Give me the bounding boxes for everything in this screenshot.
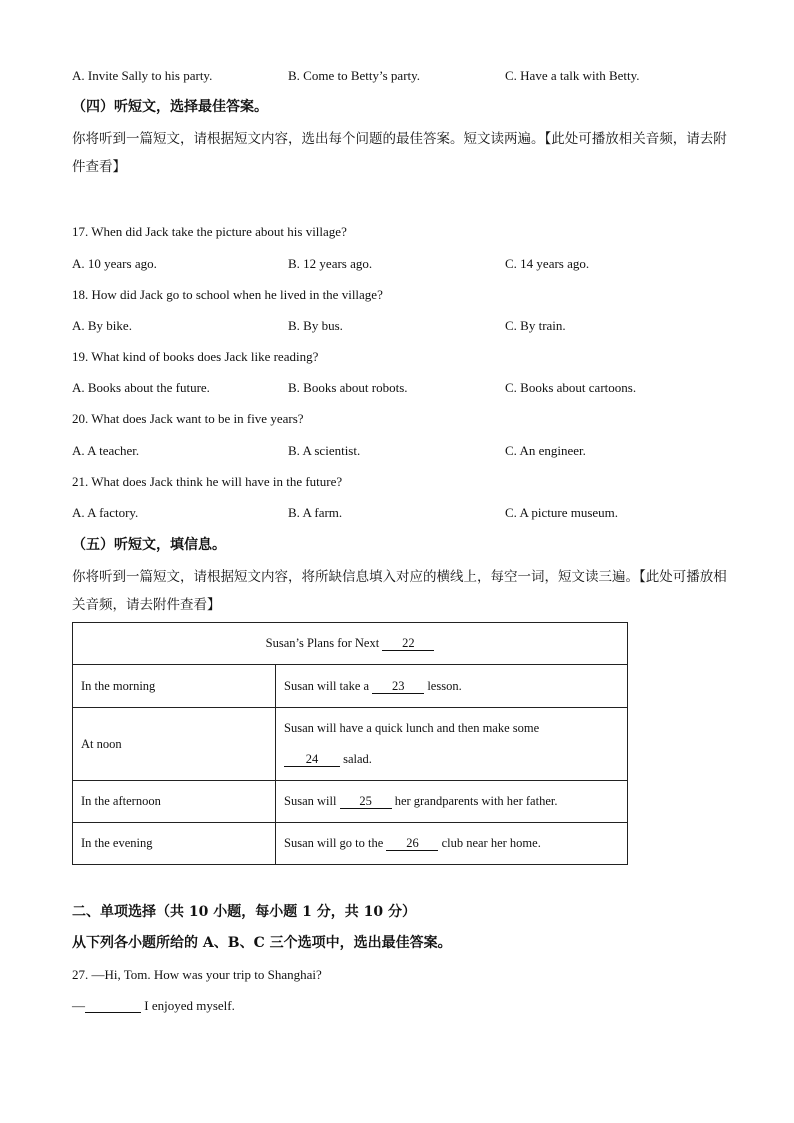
section5-instruction: 你将听到一篇短文，请根据短文内容，将所缺信息填入对应的横线上，每空一词，短文读三遍。【此处可播放相关音频，请去附件查看】 <box>72 569 727 613</box>
option-b: B. Come to Betty’s party. <box>288 68 421 83</box>
answer-blank: 23 <box>372 680 424 694</box>
option-c: C. Books about cartoons. <box>505 380 637 395</box>
option-a: A. Invite Sally to his party. <box>72 68 213 83</box>
option-c: C. An engineer. <box>505 443 586 458</box>
question-stem: 20. What does Jack want to be in five years? <box>72 411 304 426</box>
q27-answer-line: — I enjoyed myself. <box>72 998 235 1013</box>
section4-heading: （四）听短文，选择最佳答案。 <box>72 99 268 115</box>
section4-instruction: 你将听到一篇短文，请根据短文内容，选出每个问题的最佳答案。短文读两遍。【此处可播放相关音频，请去附件查看】 <box>72 131 727 175</box>
option-b: B. Books about robots. <box>288 380 408 395</box>
option-b: B. By bus. <box>288 318 343 333</box>
time-cell: In the morning <box>73 665 276 708</box>
time-cell: In the evening <box>73 823 276 865</box>
plan-cell: Susan will go to the 26 club near her home. <box>276 823 628 865</box>
option-a: A. Books about the future. <box>72 380 210 395</box>
question-stem: 19. What kind of books does Jack like reading? <box>72 349 319 364</box>
table-title-row <box>73 623 628 665</box>
answer-blank: 22 <box>382 637 434 651</box>
question-options <box>72 317 732 335</box>
option-b: B. 12 years ago. <box>288 256 373 271</box>
table-title <box>73 623 628 665</box>
part2-subheading: 从下列各小题所给的 A、B、C 三个选项中，选出最佳答案。 <box>72 935 452 951</box>
question-stem: 18. How did Jack go to school when he lived in the village? <box>72 287 383 302</box>
option-c: C. 14 years ago. <box>505 256 590 271</box>
option-a: A. A teacher. <box>72 443 140 458</box>
question-stem: 21. What does Jack think he will have in the future? <box>72 474 343 489</box>
section5-heading: （五）听短文，填信息。 <box>72 537 226 553</box>
option-a: A. 10 years ago. <box>72 256 157 271</box>
answer-blank <box>85 999 141 1013</box>
question-options <box>72 255 732 273</box>
question-stem: 27. —Hi, Tom. How was your trip to Shanghai? <box>72 967 322 982</box>
option-c: C. By train. <box>505 318 566 333</box>
question-stem: 17. When did Jack take the picture about his village? <box>72 224 347 239</box>
question-options <box>72 504 732 522</box>
question-options <box>72 379 732 397</box>
table-row <box>73 708 628 781</box>
time-cell: In the afternoon <box>73 781 276 823</box>
option-c: C. Have a talk with Betty. <box>505 68 640 83</box>
answer-blank: 25 <box>340 795 392 809</box>
q16-options <box>72 67 732 85</box>
option-a: A. A factory. <box>72 505 139 520</box>
part2-heading: 二、单项选择（共 10 小题，每小题 1 分，共 10 分） <box>72 904 416 920</box>
table-row <box>73 781 628 823</box>
table-row <box>73 665 628 708</box>
option-b: B. A farm. <box>288 505 343 520</box>
answer-blank: 24 <box>284 753 340 767</box>
option-b: B. A scientist. <box>288 443 361 458</box>
question-options <box>72 442 732 460</box>
plan-cell: Susan will take a 23 lesson. <box>276 665 628 708</box>
option-a: A. By bike. <box>72 318 132 333</box>
table-title-text: Susan’s Plans for Next <box>265 636 380 650</box>
option-c: C. A picture museum. <box>505 505 619 520</box>
plans-table <box>72 622 628 865</box>
time-cell: At noon <box>73 708 276 781</box>
plan-cell: Susan will 25 her grandparents with her father. <box>276 781 628 823</box>
plan-cell: Susan will have a quick lunch and then make some 24 salad. <box>276 708 628 781</box>
dash: — <box>72 998 85 1013</box>
answer-blank: 26 <box>386 837 438 851</box>
table-row <box>73 823 628 865</box>
